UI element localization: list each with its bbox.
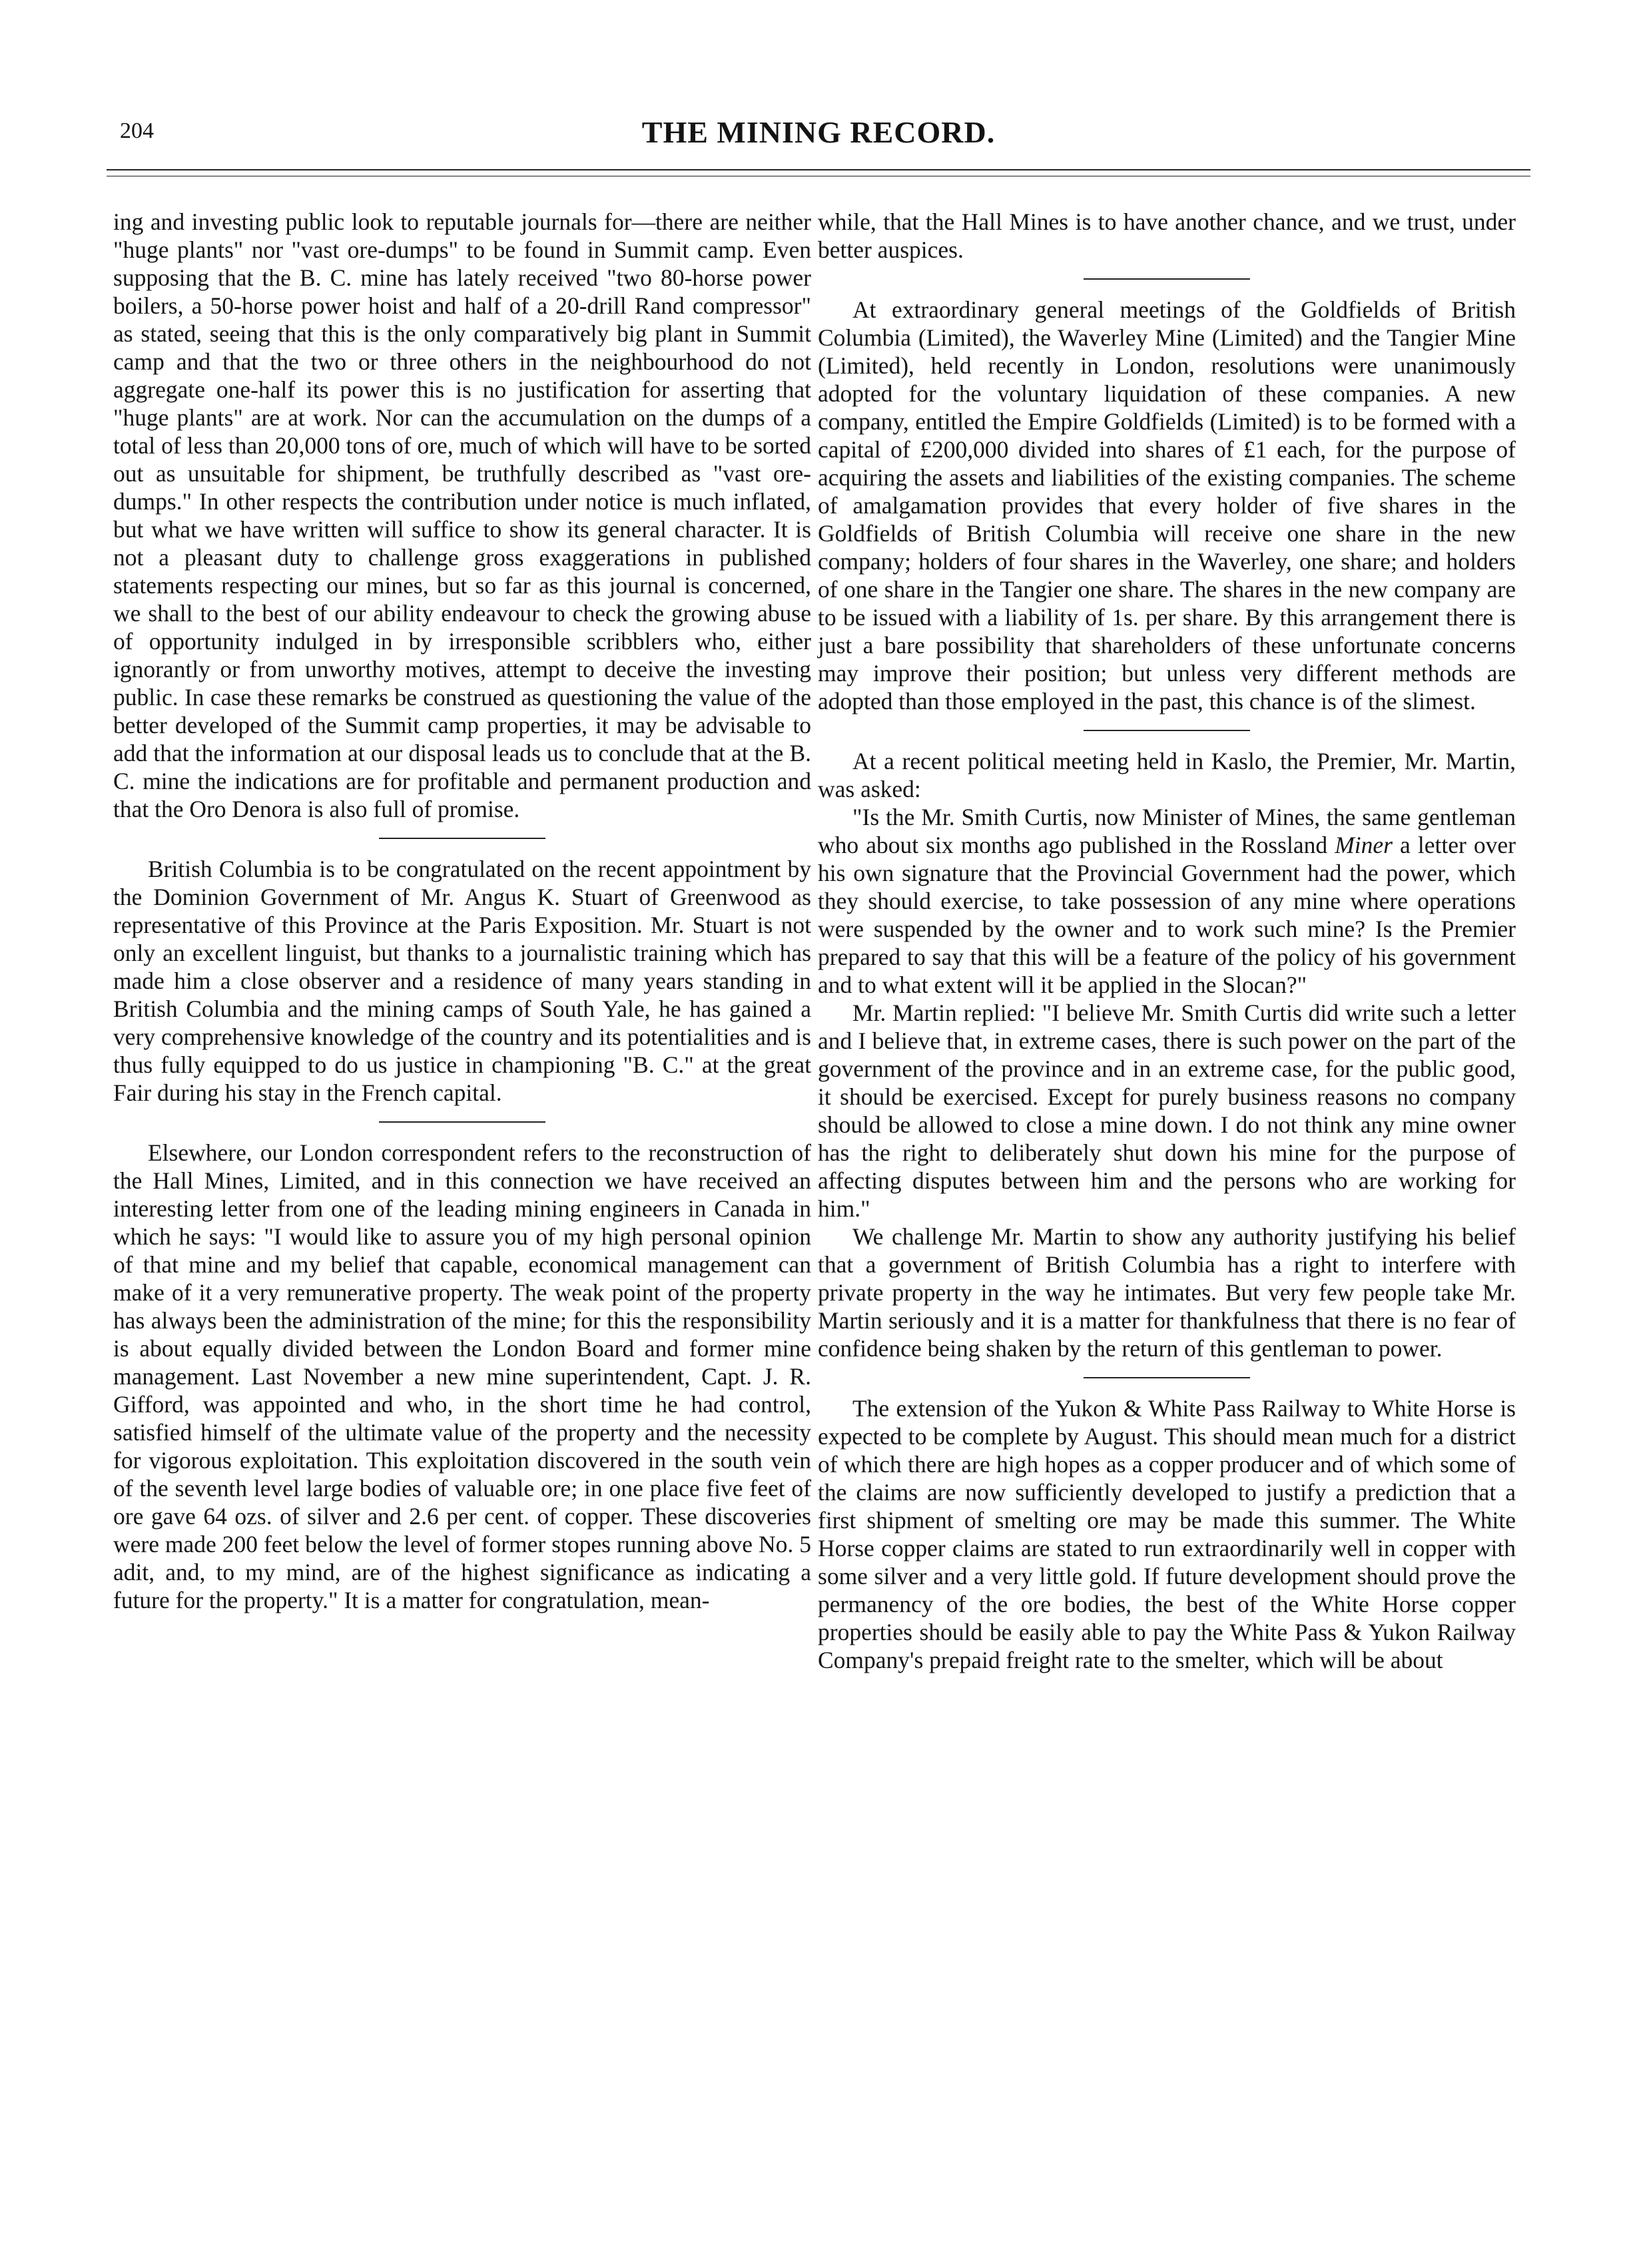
newspaper-name: Miner <box>1335 832 1393 858</box>
paragraph-hall-mines-cont: while, that the Hall Mines is to have another chance, and we trust, under better auspices. <box>818 208 1516 263</box>
section-divider <box>379 1121 545 1123</box>
paragraph-hall-mines: Elsewhere, our London correspondent refers to the reconstruction of the Hall Mines, Limited, and in this connection we have received an interesting letter from one of the leading mining engineers in Canada in which he says: "I would like to assure you of my high personal opinion of that mine and my belief that capable, economical management can make of it a very remunerative property. The weak point of the property has always been the administration of the mine; for this the responsibility is about equally divided between the London Board and former mine management. Last November a new mine superintendent, Capt. J. R. Gifford, was appointed and who, in the short time he had control, satisfied himself of the ultimate value of the property and the necessity for vigorous exploitation. This exploitation discovered in the south vein of the seventh level large bodies of valuable ore; in one place five feet of ore gave 64 ozs. of silver and 2.6 per cent. of copper. These discoveries were made 200 feet below the level of former stopes running above No. 5 adit, and, to my mind, are of the highest significance as indicating a future for the property." It is a matter for congratulation, mean- <box>113 1139 811 1613</box>
journal-title: THE MINING RECORD. <box>641 115 996 149</box>
header-rule <box>107 169 1530 170</box>
paragraph-question <box>818 803 1516 999</box>
section-divider <box>379 838 545 839</box>
page-header <box>107 115 1530 154</box>
paragraph-kaslo-meeting: At a recent political meeting held in Kaslo, the Premier, Mr. Martin, was asked: <box>818 748 1516 802</box>
section-divider <box>1084 1377 1250 1378</box>
paragraph-empire-goldfields: At extraordinary general meetings of the Goldfields of British Columbia (Limited), the Waverley Mine (Limited) and the Tangier Mine (Limited), held recently in London, resolutions were unanimously adopted for the voluntary liquidation of these companies. A new company, entitled the Empire Goldfields (Limited) is to be formed with a capital of £200,000 divided into shares of £1 each, for the purpose of acquiring the assets and liabilities of the existing companies. The scheme of amalgamation provides that every holder of five shares in the Goldfields of British Columbia will receive one share in the new company; holders of four shares in the Waverley, one share; and holders of one share in the Tangier one share. The shares in the new company are to be issued with a liability of 1s. per share. By this arrangement there is just a bare possibility that shareholders of these unfortunate concerns may improve their position; but unless very different methods are adopted than those employed in the past, this chance is of the slimest. <box>818 296 1516 714</box>
question-text-end: a letter over his own signature that the Provincial Government had the power, which they should exercise, to take possession of any mine where operations were suspended by the owner and to work such mine? Is the Premier prepared to say that this will be a feature of the policy of his government and to what extent will it be applied in the Slocan?" <box>818 832 1516 998</box>
paragraph-challenge: We challenge Mr. Martin to show any authority justifying his belief that a government of British Columbia has a right to interfere with private property in the way he intimates. But very few people take Mr. Martin seriously and it is a matter for thankfulness that there is no fear of confidence being shaken by the return of this gentleman to power. <box>818 1223 1516 1362</box>
right-column <box>818 208 1516 1674</box>
page-number: 204 <box>120 119 154 143</box>
left-column <box>113 208 811 1614</box>
section-divider <box>1084 730 1250 731</box>
paragraph-summit-camp: ing and investing public look to reputable journals for—there are neither "huge plants" nor "vast ore-dumps" to be found in Summit camp. Even supposing that the B. C. mine has lately received "two 80-horse power boilers, a 50-horse power hoist and half of a 20-drill Rand compressor" as stated, seeing that this is the only comparatively big plant in Summit camp and that the two or three others in the neighbourhood do not aggregate one-half its power this is no justification for asserting that "huge plants" are at work. Nor can the accumulation on the dumps of a total of less than 20,000 tons of ore, much of which will have to be sorted out as unsuitable for shipment, be truthfully described as "vast ore-dumps." In other respects the contribution under notice is much inflated, but what we have written will suffice to show its general character. It is not a pleasant duty to challenge gross exaggerations in published statements respecting our mines, but so far as this journal is concerned, we shall to the best of our ability endeavour to check the growing abuse of opportunity indulged in by irresponsible scribblers who, either ignorantly or from unworthy motives, attempt to deceive the investing public. In case these remarks be construed as questioning the value of the better developed of the Summit camp properties, it may be advisable to add that the information at our disposal leads us to conclude that at the B. C. mine the indications are for profitable and permanent production and that the Oro Denora is also full of promise. <box>113 208 811 822</box>
paragraph-martin-reply: Mr. Martin replied: "I believe Mr. Smith Curtis did write such a letter and I believe that, in extreme cases, there is such power on the part of the government of the province and in an extreme case, for the public good, it should be exercised. Except for purely business reasons no company should be allowed to close a mine down. I do not think any mine owner has the right to deliberately shut down his mine for the purpose of affecting disputes between him and the persons who are working for him." <box>818 999 1516 1222</box>
paragraph-paris-exposition: British Columbia is to be congratulated on the recent appointment by the Dominion Government of Mr. Angus K. Stuart of Greenwood as representative of this Province at the Paris Exposition. Mr. Stuart is not only an excellent linguist, but thanks to a journalistic training which has made him a close observer and a residence of many years standing in British Columbia and the mining camps of South Yale, he has gained a very comprehensive knowledge of the country and its potentialities and is thus fully equipped to do us justice in championing "B. C." at the great Fair during his stay in the French capital. <box>113 856 811 1106</box>
section-divider <box>1084 278 1250 280</box>
question-text-start: "Is the Mr. Smith Curtis, now Minister of Mines, the same gentleman who about six months ago published in the Rossland <box>818 804 1516 858</box>
paragraph-white-pass-railway: The extension of the Yukon & White Pass Railway to White Horse is expected to be complete by August. This should mean much for a district of which there are high hopes as a copper producer and of which some of the claims are now sufficiently developed to justify a prediction that a first shipment of smelting ore may be made this summer. The White Horse copper claims are stated to run extraordinarily well in copper with some silver and a very little gold. If future development should prove the permanency of the ore bodies, the best of the White Horse copper properties should be easily able to pay the White Pass & Yukon Railway Company's prepaid freight rate to the smelter, which will be about <box>818 1395 1516 1673</box>
